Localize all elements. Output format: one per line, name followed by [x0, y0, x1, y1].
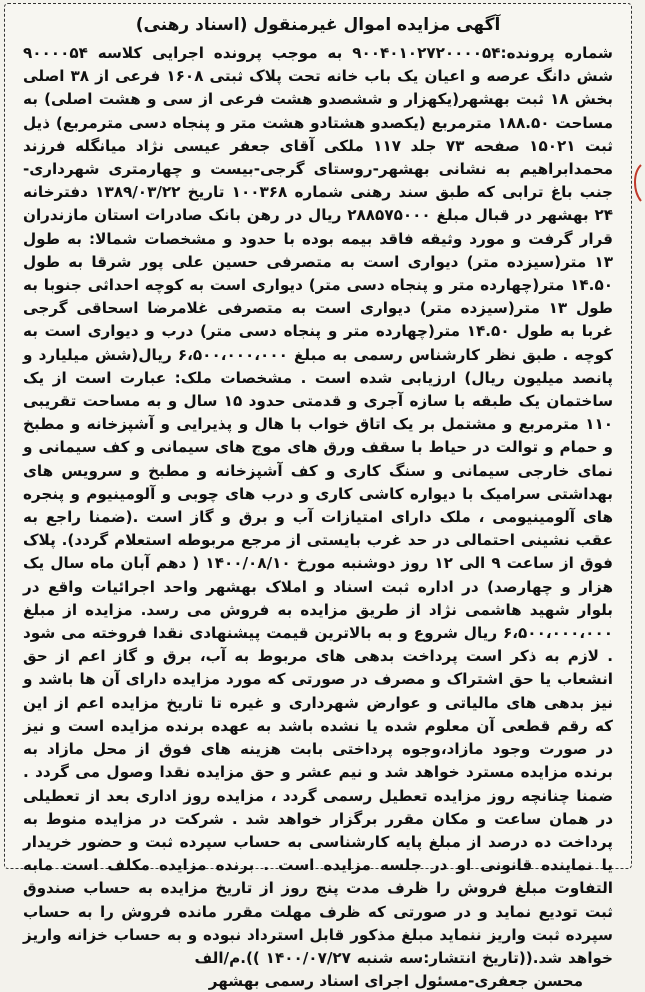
notice-frame	[4, 3, 632, 991]
margin-pen-mark	[631, 163, 643, 203]
notice-signature: محسن جعفری-مسئول اجرای اسناد رسمی بهشهر	[208, 972, 583, 991]
notice-body: شماره پرونده:۹۰۰۴۰۱۰۲۷۲۰۰۰۰۵۴ به موجب پرونده اجرایی کلاسه ۹۰۰۰۰۵۴ شش دانگ عرصه و اعیان یک باب خانه تحت پلاک ثبتی ۱۶۰۸ فرعی از ۳۸ اصلی بخش ۱۸ ثبت بهشهر(یکهزار و ششصدو هشت فرعی از سی و هشت اصلی) به مساحت ۱۸۸.۵۰ مترمربع (یکصدو هشتادو هشت متر و پنجاه دسی مترمربع) ذیل ثبت ۱۵۰۲۱ صفحه ۷۳ جلد ۱۱۷ ملکی آقای جعفر عیسی نژاد میانگله فرزند محمدابراهیم به نشانی بهشهر-روستای گرجی-بیست و چهارمتری شهرداری-جنب باغ ترابی که طبق سند رهنی شماره ۱۰۰۳۶۸ تاریخ ۱۳۸۹/۰۳/۲۲ دفترخانه ۲۴ بهشهر در قبال مبلغ ۲۸۸۵۷۵۰۰۰ ریال در رهن بانک صادرات استان مازندران قرار گرفت و مورد وثیقه فاقد بیمه بوده با حدود و مشخصات شمالا: به طول ۱۳ متر(سیزده متر) دیواری است به متصرفی حسین علی پور شرقا به طول ۱۴.۵۰ متر(چهارده متر و پنجاه دسی متر) دیواری است به کوچه احداثی جنوبا به طول ۱۳ متر(سیزده متر) دیواری است به متصرفی غلامرضا اسحاقی گرجی غربا به طول ۱۴.۵۰ متر(چهارده متر و پنجاه دسی متر) درب و دیواری است به کوچه . طبق نظر کارشناس رسمی به مبلغ ۶،۵۰۰،۰۰۰،۰۰۰ ریال(شش میلیارد و پانصد میلیون ریال) ارزیابی شده است . مشخصات ملک: عبارت است از یک ساختمان یک طبقه با سازه آجری و قدمتی حدود ۱۵ سال و به مساحت تقریبی ۱۱۰ مترمربع و مشتمل بر یک اتاق خواب با هال و پذیرایی و آشپزخانه و مطبخ و حمام و توالت در حیاط با سقف ورق های موج های سیمانی و کف سیمانی و نمای خارجی سیمانی و سنگ کاری و کف آشپزخانه و مطبخ و سرویس های بهداشتی سرامیک با دیواره کاشی کاری و درب های چوبی و آلومینیوم و پنجره های آلومینیومی ، ملک دارای امتیازات آب و برق و گاز است .(ضمنا راجع به عقب نشینی احتمالی در حد غرب بایستی از مرجع مربوطه استعلام گردد). پلاک فوق از ساعت ۹ الی ۱۲ روز دوشنبه مورخ ۱۴۰۰/۰۸/۱۰ ( دهم آبان ماه سال یک هزار و چهارصد) در اداره ثبت اسناد و املاک بهشهر واحد اجرائیات واقع در بلوار شهید هاشمی نژاد از طریق مزایده به فروش می رسد. مزایده از مبلغ ۶،۵۰۰،۰۰۰،۰۰۰ ریال شروع و به بالاترین قیمت پیشنهادی نقدا فروخته می شود . لازم به ذکر است پرداخت بدهی های مربوط به آب، برق و گاز اعم از حق انشعاب یا حق اشتراک و مصرف در صورتی که مورد مزایده دارای آن ها باشد و نیز بدهی های مالیاتی و عوارض شهرداری و غیره تا تاریخ مزایده اعم از این که رقم قطعی آن معلوم شده یا نشده باشد به عهده برنده مزایده است و نیز در صورت وجود مازاد،وجوه پرداختی بابت هزینه های فوق از محل مازاد به برنده مزایده مسترد خواهد شد و نیم عشر و حق مزایده نقدا وصول می گردد . ضمنا چنانچه روز مزایده تعطیل رسمی گردد ، مزایده روز اداری بعد از تعطیلی در همان ساعت و مکان مقرر برگزار خواهد شد . شرکت در مزایده منوط به پرداخت ده درصد از مبلغ پایه کارشناسی به حساب سپرده ثبت و حضور خریدار یا نماینده قانونی او در جلسه مزایده است . برنده مزایده مکلف است مابه التفاوت مبلغ فروش را ظرف مدت پنج روز از تاریخ مزایده به حساب صندوق ثبت تودیع نماید و در صورتی که ظرف مهلت مقرر مانده فروش را به حساب سپرده ثبت واریز ننماید مبلغ مذکور قابل استرداد نبوده و به حساب خزانه واریز خواهد شد.((تاریخ انتشار:سه شنبه ۱۴۰۰/۰۷/۲۷ )).م/الف	[23, 44, 614, 967]
notice-title: آگهی مزایده اموال غیرمنقول (اسناد رهنی)	[135, 15, 501, 35]
